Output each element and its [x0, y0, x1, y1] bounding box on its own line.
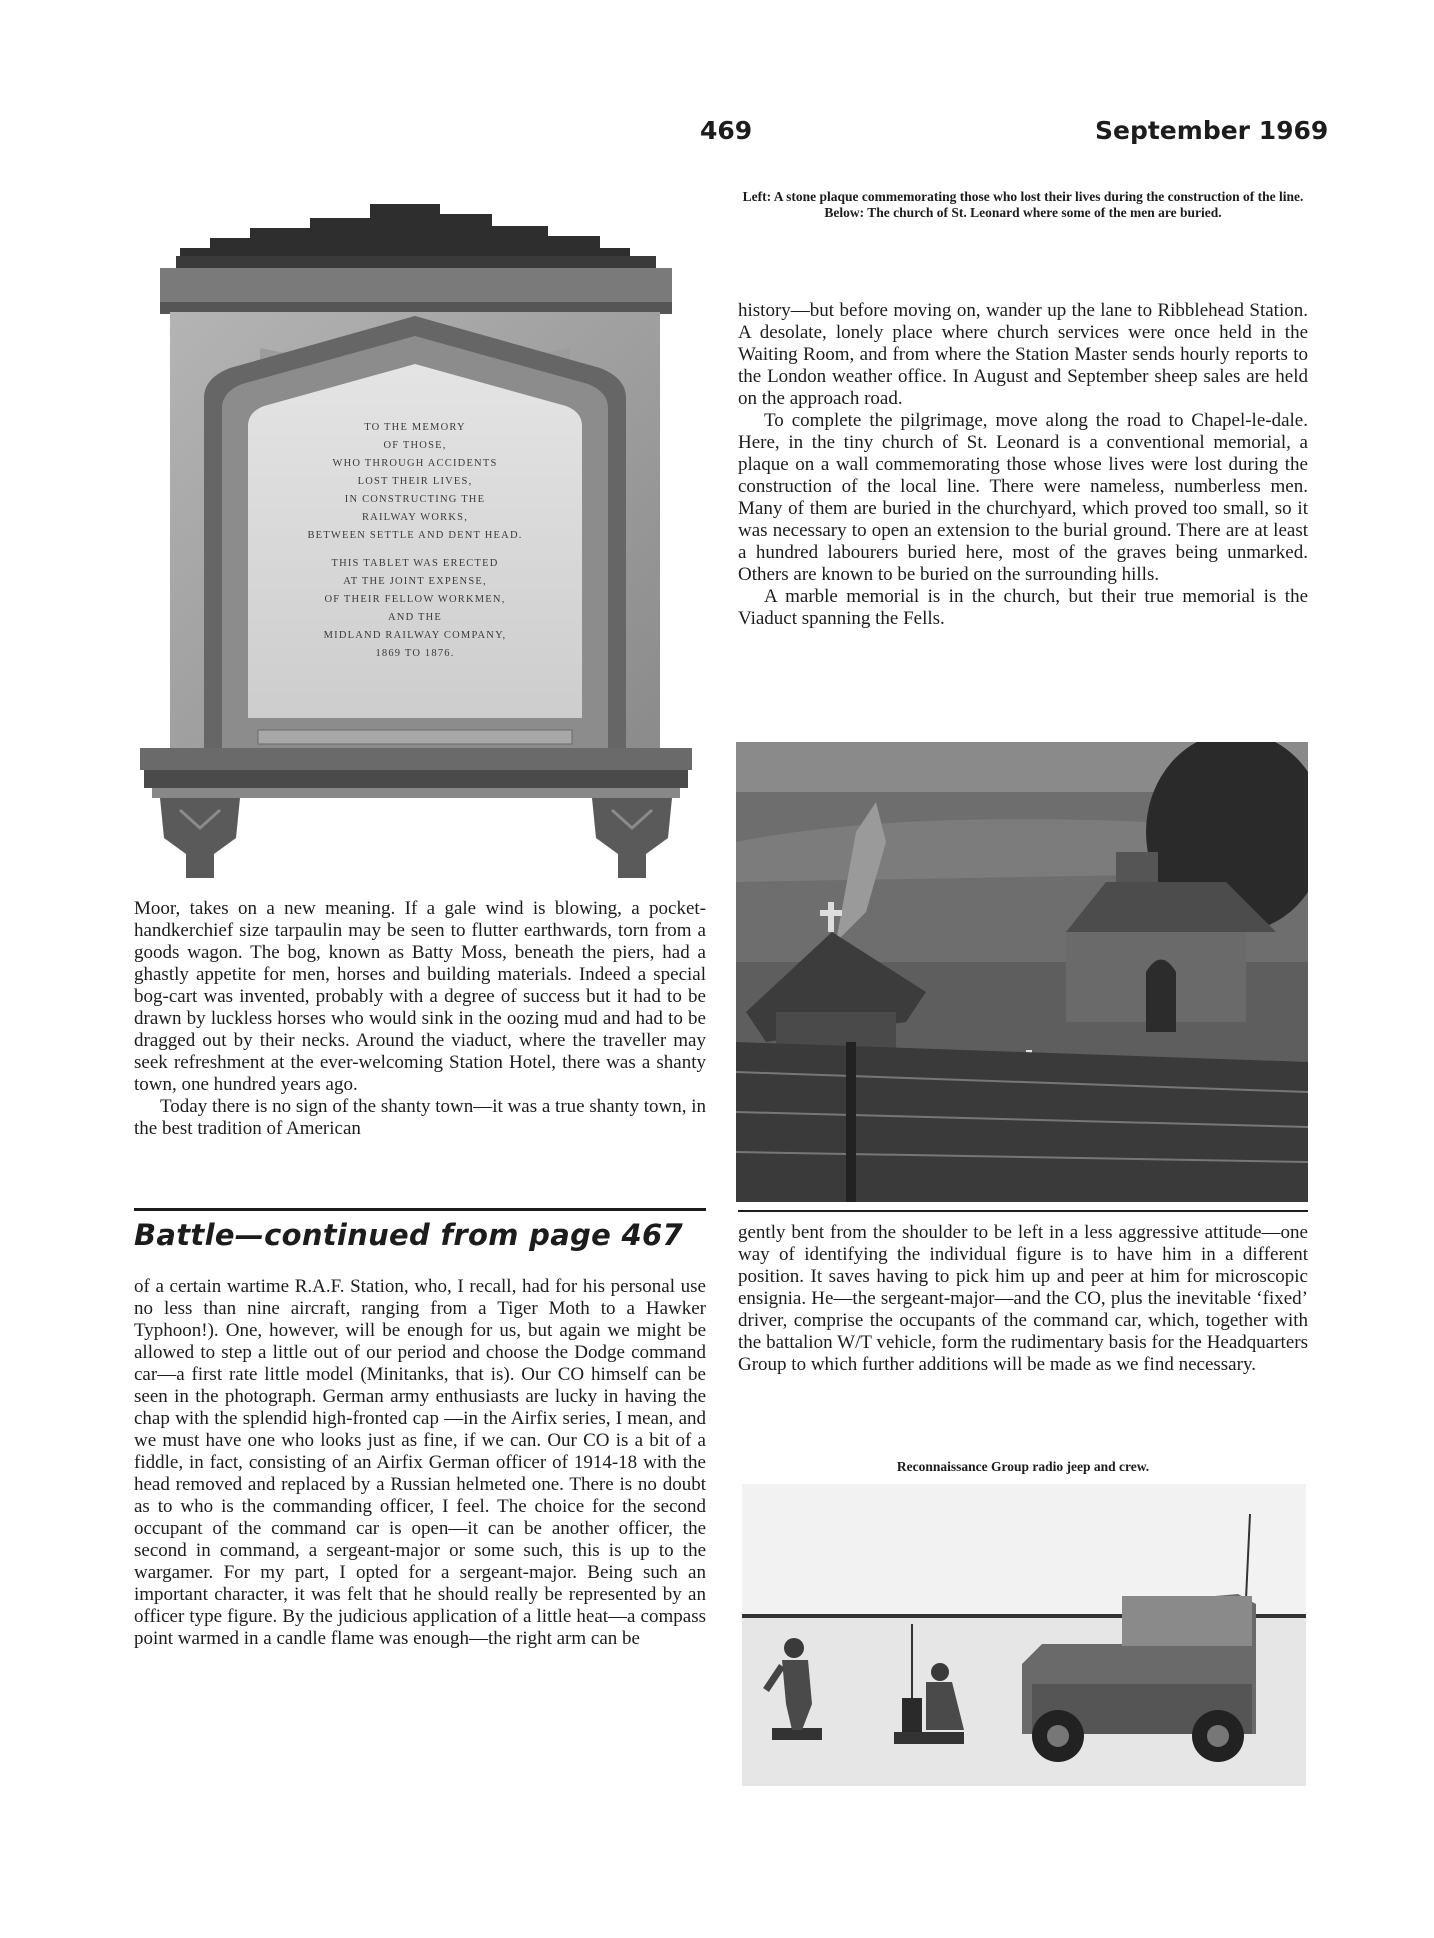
battle-text-left — [134, 1276, 706, 1650]
svg-text:IN CONSTRUCTING THE: IN CONSTRUCTING THE — [344, 494, 486, 505]
jeep-caption: Reconnaissance Group radio jeep and crew. — [896, 1459, 1150, 1474]
svg-text:MIDLAND RAILWAY COMPANY,: MIDLAND RAILWAY COMPANY, — [323, 630, 507, 641]
battle-text-right — [738, 1222, 1308, 1376]
svg-text:AND THE: AND THE — [388, 612, 442, 623]
paragraph: of a certain wartime R.A.F. Station, who, I recall, had for his personal use no less than nine aircraft, ranging from a Tiger Moth to a Hawker Typhoon!). One, however, will be enough for us, but again we might be allowed to step a little out of our period and choose the Dodge command car—a first rate little model (Minitanks, that is). Our CO himself can be seen in the photograph. German army enthusiasts are lucky in having the chap with the splendid high-fronted cap —in the Airfix series, I mean, and we must have one who looks just as fine, if we can. Our CO is a bit of a fiddle, in fact, consisting of an Airfix German officer of 1914-18 with the head removed and replaced by a Russian helmeted one. There is no doubt as to who is the commanding officer, I feel. The choice for the second occupant of the command car is open—it can be another officer, the second in command, a sergeant-major or some such, this is up to the wargamer. For my part, I opted for a sergeant-major. Being such an important character, it was felt that he should really be represented by an officer type figure. By the judicious application of a little heat—a compass point warmed in a candle flame was enough—the right arm can be — [134, 1276, 706, 1649]
article-text-right-top — [738, 300, 1308, 630]
section-divider — [134, 1208, 706, 1211]
svg-text:OF THEIR FELLOW WORKMEN,: OF THEIR FELLOW WORKMEN, — [324, 594, 506, 605]
svg-text:LOST THEIR LIVES,: LOST THEIR LIVES, — [357, 476, 473, 487]
svg-text:WHO THROUGH ACCIDENTS: WHO THROUGH ACCIDENTS — [332, 458, 498, 469]
section-divider — [738, 1210, 1308, 1212]
svg-text:THIS TABLET WAS ERECTED: THIS TABLET WAS ERECTED — [331, 558, 499, 569]
stone-plaque-photo — [140, 198, 692, 883]
page-number: 469 — [700, 116, 753, 145]
issue-date: September 1969 — [1095, 116, 1329, 145]
church-photo — [736, 742, 1308, 1202]
caption-below-church: Below: The church of St. Leonard where some of the men are buried. — [824, 205, 1222, 220]
paragraph: Moor, takes on a new meaning. If a gale wind is blowing, a pocket-handkerchief size tarpaulin may be seen to flutter earthwards, torn from a goods wagon. The bog, known as Batty Moss, beneath the piers, had a ghastly appetite for men, horses and building materials. Indeed a special bog-cart was invented, probably with a degree of success but it had to be drawn by luckless horses who would sink in the oozing mud and had to be dragged out by their necks. Around the viaduct, where the traveller may seek refreshment at the ever-welcoming Station Hotel, there was a shanty town, one hundred years ago. — [134, 898, 706, 1095]
svg-text:AT THE JOINT EXPENSE,: AT THE JOINT EXPENSE, — [343, 576, 487, 587]
paragraph: Today there is no sign of the shanty town—it was a true shanty town, in the best tradition of American — [134, 1096, 706, 1139]
paragraph: A marble memorial is in the church, but their true memorial is the Viaduct spanning the Fells. — [738, 586, 1308, 629]
svg-text:BETWEEN SETTLE AND DENT HEAD.: BETWEEN SETTLE AND DENT HEAD. — [307, 530, 523, 541]
svg-text:TO THE MEMORY: TO THE MEMORY — [364, 422, 466, 433]
paragraph: To complete the pilgrimage, move along the road to Chapel-le-dale. Here, in the tiny church of St. Leonard is a conventional memorial, a plaque on a wall commemorating those whose lives were lost during the construction of the local line. There were nameless, numberless men. Many of them are buried in the churchyard, which proved too small, so it was necessary to open an extension to the burial ground. There are at least a hundred labourers buried here, most of the graves being unmarked. Others are known to be buried on the surrounding hills. — [738, 410, 1308, 585]
battle-continuation-heading: Battle—continued from page 467 — [134, 1218, 683, 1252]
svg-text:RAILWAY WORKS,: RAILWAY WORKS, — [361, 512, 469, 523]
caption-left-plaque: Left: A stone plaque commemorating those who lost their lives during the construction of the line. — [742, 189, 1304, 204]
svg-text:1869 TO 1876.: 1869 TO 1876. — [375, 648, 455, 659]
photo-captions — [738, 189, 1308, 221]
paragraph: history—but before moving on, wander up the lane to Ribblehead Station. A desolate, lonely place where church services were once held in the Waiting Room, and from where the Station Master sends hourly reports to the London weather office. In August and September sheep sales are held on the approach road. — [738, 300, 1308, 409]
jeep-photo — [742, 1484, 1306, 1786]
paragraph: gently bent from the shoulder to be left in a less aggressive attitude—one way of identifying the individual figure is to have him in a different position. It saves having to pick him up and peer at him for microscopic ensignia. He—the sergeant-major—and the CO, plus the inevitable ‘fixed’ driver, comprise the occupants of the command car, which, together with the battalion W/T vehicle, form the rudimentary basis for the Headquarters Group to which further additions will be made as we find necessary. — [738, 1222, 1308, 1375]
svg-text:OF THOSE,: OF THOSE, — [383, 440, 447, 451]
article-text-left — [134, 898, 706, 1140]
